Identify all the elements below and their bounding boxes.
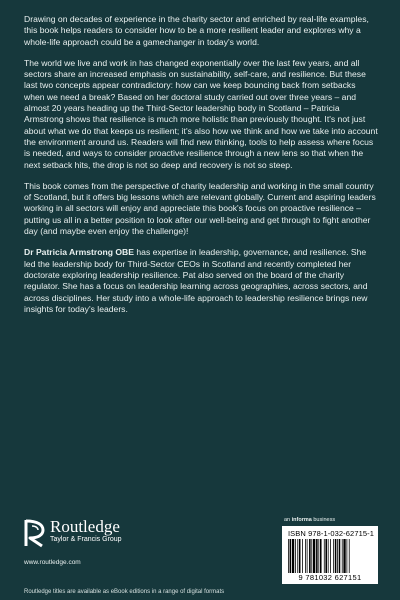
- barcode-bar: [302, 539, 303, 573]
- informa-tagline: [284, 517, 335, 523]
- barcode-bar: [295, 539, 296, 573]
- barcode-bar: [337, 539, 338, 573]
- ebook-footnote: Routledge titles are available as eBook editions in a range of digital formats: [24, 589, 225, 595]
- barcode-bar: [292, 539, 294, 573]
- barcode-bar: [349, 539, 350, 573]
- author-bio: [24, 247, 378, 315]
- barcode-bar: [333, 539, 334, 573]
- barcode-bar: [320, 539, 322, 573]
- publisher-logo-text: [50, 518, 122, 544]
- cover-blurb: [24, 14, 378, 325]
- author-name: Dr Patricia Armstrong OBE: [24, 247, 134, 258]
- author-bio-text: has expertise in leadership, governance, and resilience. She led the leadership body for Third-Sector CEOs in Scotland and recently completed her doctorate exploring leadership resilience. Pat also served on the board of the charity regulator. She has a focus on leadership learning across geographies, across sectors, and across disciplines. Her study into a whole-life approach to leadership resilience brings new insights for today's leaders.: [24, 247, 368, 314]
- barcode-bar: [324, 539, 325, 573]
- barcode-bar: [335, 539, 337, 573]
- blurb-paragraph-scope: This book comes from the perspective of charity leadership and working in the small country of Scotland, but it offers big lessons which are relevant globally. Current and aspiring leaders working in all sectors will enjoy and appreciate this book's focus on proactive resilience – putting us all in a better position to look after our well-being and get through to fight another day (and maybe even enjoy the challenge)!: [24, 180, 376, 237]
- barcode-bar: [316, 539, 318, 573]
- barcode-bar: [313, 539, 315, 573]
- barcode-bar: [290, 539, 292, 573]
- barcode-bar: [347, 539, 348, 573]
- informa-brand: informa: [291, 517, 312, 523]
- blurb-paragraph-context: The world we live and work in has changed exponentially over the last few years, and all sectors share an increased emphasis on sustainability, self-care, and resilience. But these last two concepts appear contradictory: how can we keep bouncing back from setbacks when we need a break? Based on her doctoral study carried out over three years – and almost 20 years heading up the Third-Sector leadership body in Scotland – Patricia Armstrong shows that resilience is much more holistic than previously thought. It's not just about what we do that keeps us resilient; it's also how we think and how we take into account the environment around us. Readers will find new thinking, tools to help assess where focus is needed, and ways to consider proactive resilience through a new lens so that when the next setback hits, the drop is not so deep and recovery is not so steep.: [24, 57, 378, 170]
- barcode-bar: [297, 539, 298, 573]
- isbn-barcode: [282, 526, 378, 584]
- barcode-bar: [339, 539, 341, 573]
- routledge-r-logo-icon: [24, 518, 46, 548]
- barcode-bar: [318, 539, 319, 573]
- ean13-barcode-icon: [288, 539, 372, 573]
- isbn-label: ISBN 978-1-032-62715-1: [288, 529, 375, 538]
- barcode-bar: [311, 539, 312, 573]
- barcode-bar: [305, 539, 306, 573]
- blurb-paragraph-intro: Drawing on decades of experience in the charity sector and enriched by real-life examples, this book helps readers to consider how to be a more resilient leader and explores why a whole-life approach could be a gamechanger in today's world.: [24, 14, 369, 47]
- publisher-website: www.routledge.com: [24, 559, 81, 566]
- publisher-brand: Routledge: [50, 517, 120, 536]
- barcode-bar: [288, 539, 289, 573]
- informa-prefix: an: [284, 517, 292, 523]
- publisher-logo: [24, 518, 122, 548]
- informa-suffix: business: [311, 517, 336, 523]
- publisher-group: Taylor & Francis Group: [50, 536, 122, 543]
- cover-footer: [0, 516, 400, 600]
- barcode-bar: [299, 539, 301, 573]
- barcode-bar: [328, 539, 329, 573]
- barcode-bar: [325, 539, 327, 573]
- barcode-bar: [307, 539, 308, 573]
- barcode-bar: [330, 539, 331, 573]
- barcode-bar: [342, 539, 343, 573]
- barcode-digits: 9 781032 627151: [298, 573, 362, 582]
- barcode-bar: [343, 539, 345, 573]
- barcode-bar: [309, 539, 311, 573]
